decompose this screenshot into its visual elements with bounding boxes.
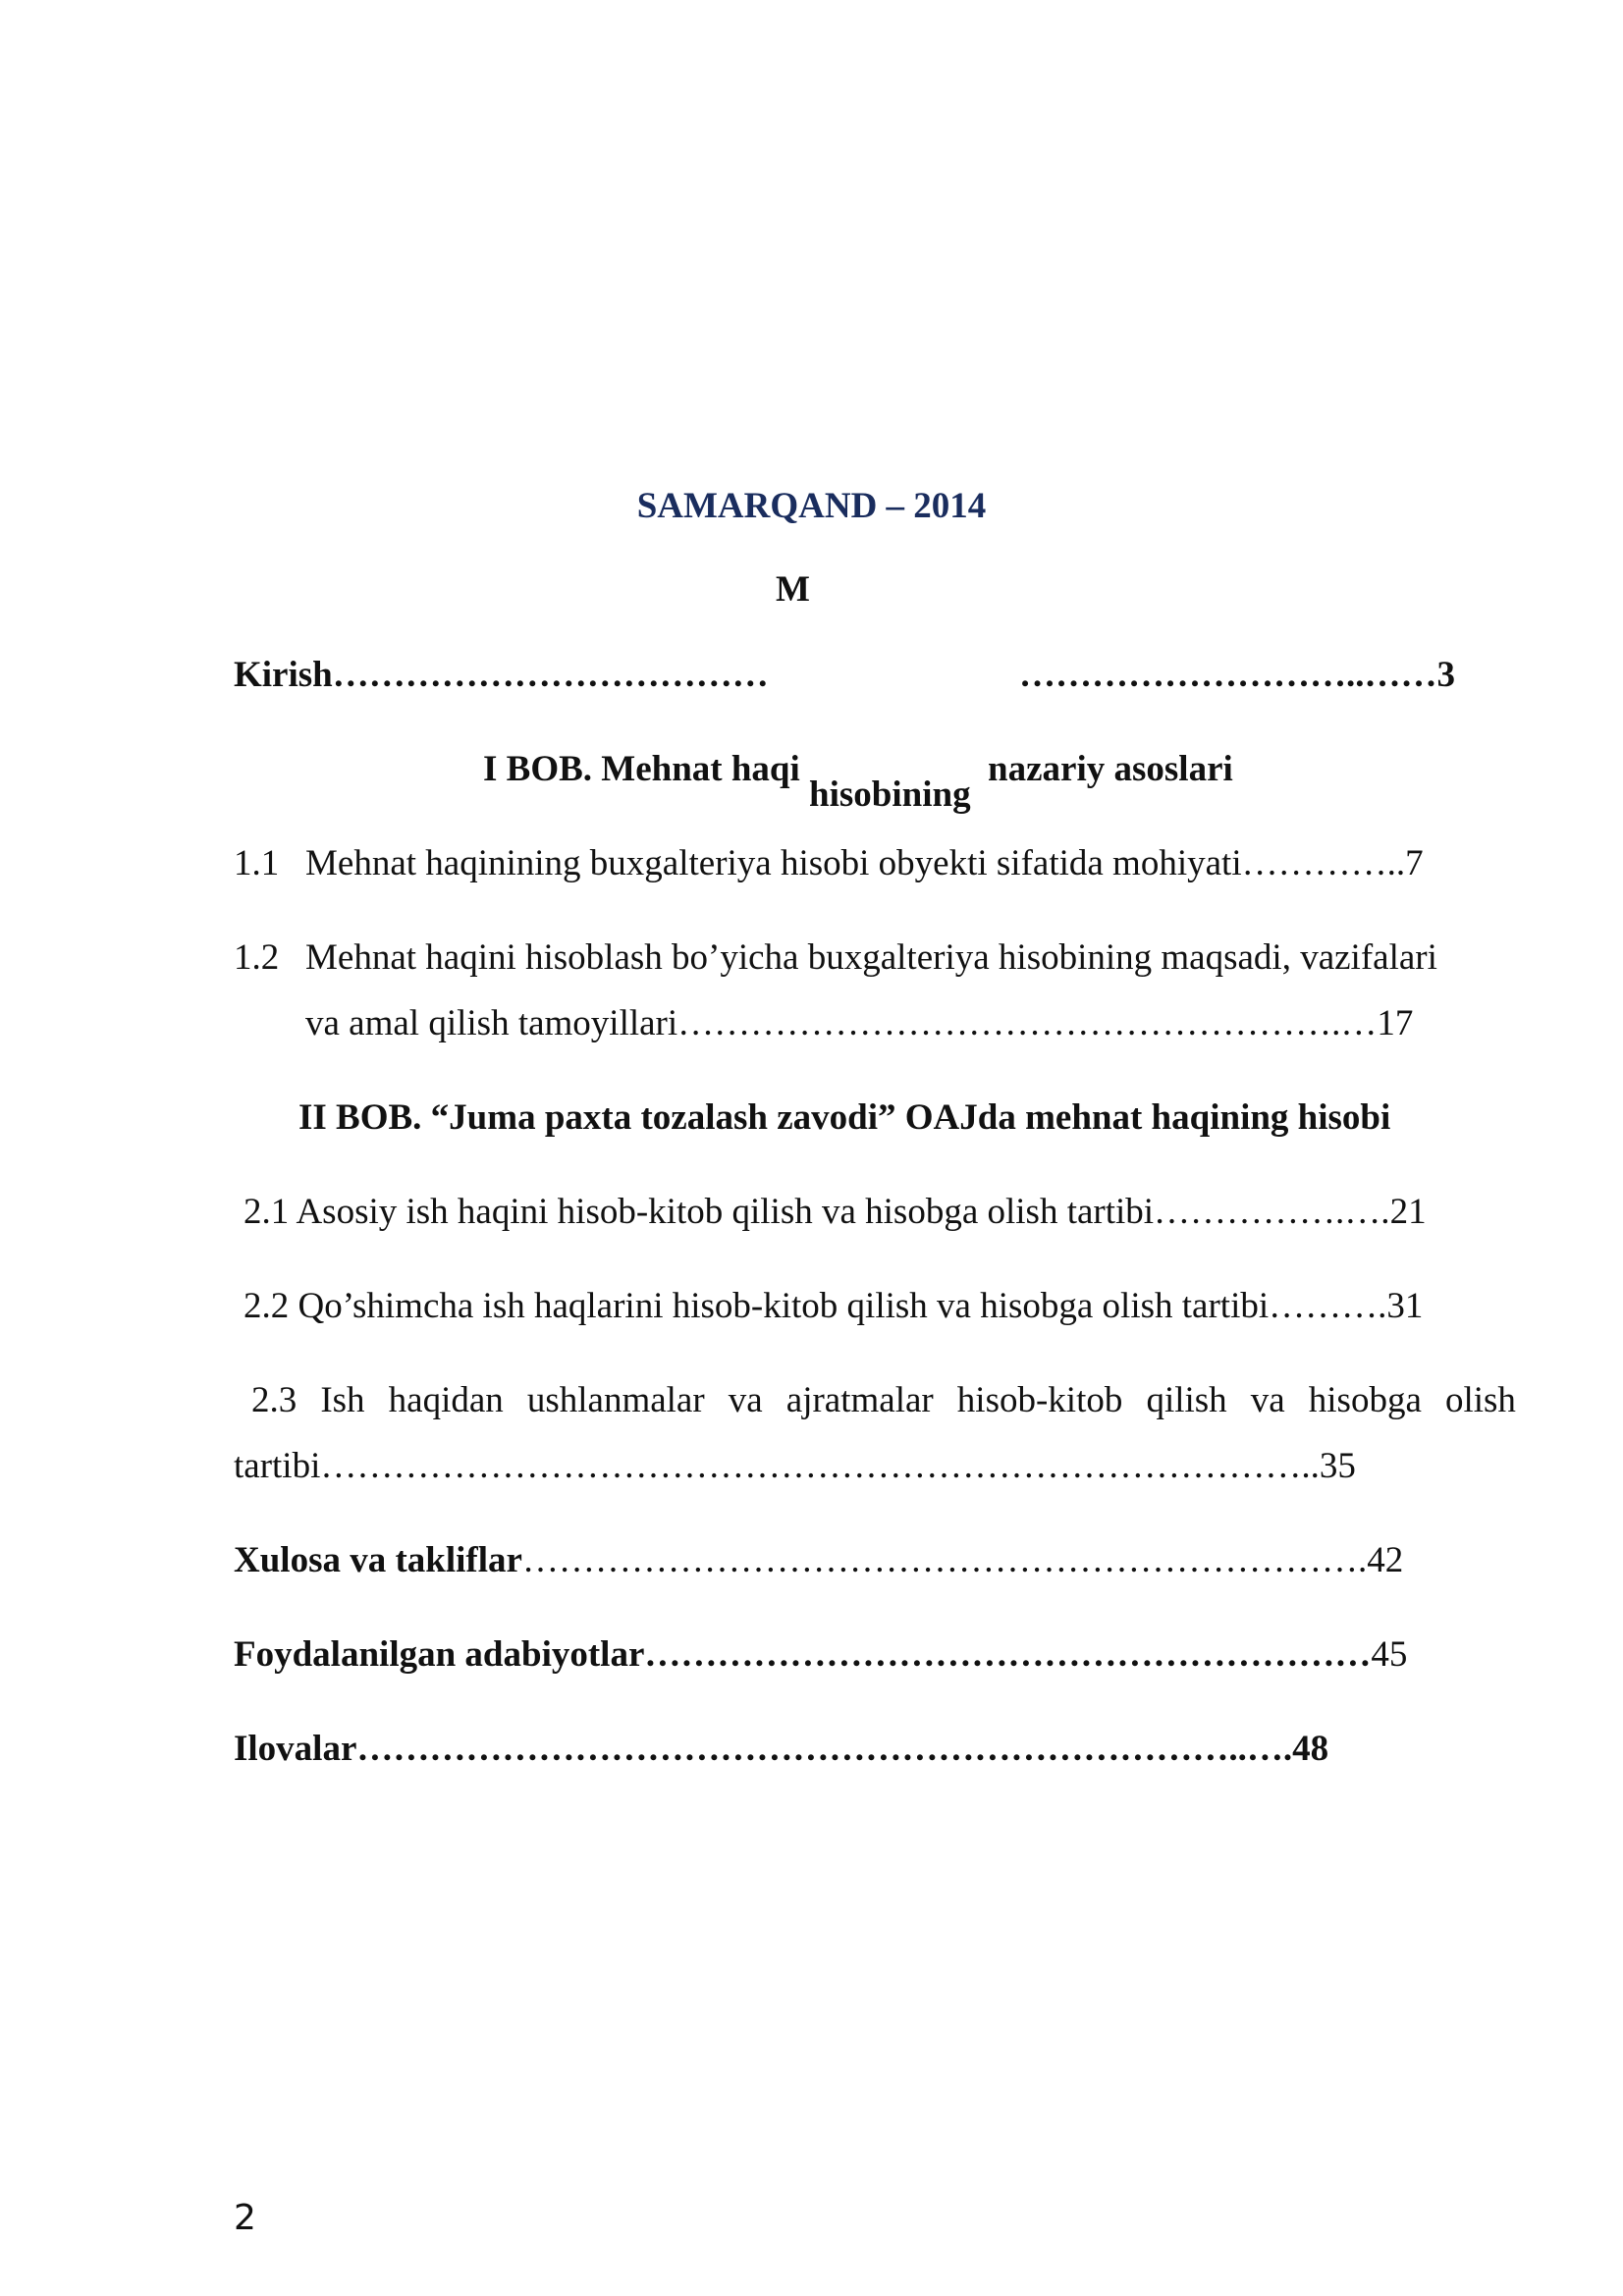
- toc-item-2-3-line2: [234, 1443, 1356, 1490]
- toc-item-2-3-word: ajratmalar: [785, 1380, 934, 1420]
- toc-item-2-2: [243, 1283, 1423, 1330]
- toc-item-1-1-number: 1.1: [234, 843, 280, 883]
- toc-kirish-left-dots: ………………………………: [332, 655, 769, 695]
- toc-xulosa-dots: …………………………………………………………….: [521, 1540, 1368, 1580]
- toc-item-2-3-word: hisob-kitob: [956, 1380, 1123, 1420]
- toc-adabiyotlar-label: Foydalanilgan adabiyotlar: [234, 1634, 645, 1675]
- toc-item-1-2-number: 1.2: [234, 937, 280, 978]
- toc-item-2-3-page: 35: [1319, 1446, 1356, 1486]
- toc-ilovalar-label: Ilovalar: [234, 1729, 357, 1769]
- toc-item-1-2-line2-text: va amal qilish tamoyillari……………………………………………….…: [305, 1003, 1378, 1043]
- toc-item-2-1-text: 2.1 Asosiy ish haqini hisob-kitob qilish va hisobga olish tartibi…………….….: [243, 1192, 1390, 1232]
- toc-item-2-3-word: va: [1250, 1380, 1285, 1420]
- toc-chapter-1-right: nazariy asoslari: [988, 749, 1233, 789]
- toc-ilovalar-dots: ………………………………………………………………..….: [356, 1729, 1293, 1769]
- toc-item-2-1-page: 21: [1389, 1192, 1427, 1232]
- toc-item-2-3-word: olish: [1444, 1380, 1516, 1420]
- toc-item-2-3-word: qilish: [1146, 1380, 1227, 1420]
- toc-chapter-1-left: I BOB. Mehnat haqi: [483, 749, 800, 789]
- city-year-heading: SAMARQAND – 2014: [636, 486, 987, 526]
- toc-item-2-2-text: 2.2 Qo’shimcha ish haqlarini hisob-kitob qilish va hisobga olish tartibi……….: [243, 1286, 1387, 1326]
- toc-item-2-3-word: 2.3: [251, 1380, 298, 1420]
- toc-xulosa-label: Xulosa va takliflar: [234, 1540, 522, 1580]
- toc-adabiyotlar-page: 45: [1371, 1634, 1408, 1675]
- toc-item-1-1: [305, 840, 1424, 887]
- toc-adabiyotlar: [234, 1631, 1407, 1679]
- toc-chapter-1-right-wrap: [988, 746, 1241, 793]
- toc-item-2-2-page: 31: [1386, 1286, 1424, 1326]
- toc-item-2-3-word: va: [728, 1380, 763, 1420]
- toc-kirish-right: [1019, 652, 1455, 699]
- toc-kirish-label: Kirish: [234, 655, 333, 695]
- toc-chapter-2: II BOB. “Juma paxta tozalash zavodi” OAJda mehnat haqining hisobi: [298, 1097, 1391, 1138]
- toc-item-2-3-line1: [251, 1377, 1516, 1424]
- toc-item-2-3-word: ushlanmalar: [526, 1380, 705, 1420]
- toc-xulosa: [234, 1537, 1403, 1584]
- toc-kirish-right-dots: ………………………..……: [1019, 655, 1437, 695]
- toc-chapter-1-partial: hisobining: [809, 774, 971, 815]
- toc-item-2-3-line2-text: tartibi………………………………………………………………………..: [234, 1446, 1320, 1486]
- toc-item-2-3-word: Ish: [320, 1380, 365, 1420]
- toc-chapter-1-partial-wrap: [809, 746, 996, 815]
- toc-item-1-2-line2: [305, 1000, 1413, 1047]
- toc-chapter-1: [483, 746, 1241, 815]
- toc-ilovalar-page: 48: [1292, 1729, 1329, 1769]
- toc-xulosa-page: 42: [1367, 1540, 1404, 1580]
- toc-adabiyotlar-dots: ……………………………………………………: [644, 1634, 1372, 1675]
- toc-kirish-page: 3: [1436, 655, 1455, 695]
- toc-ilovalar: [234, 1726, 1328, 1773]
- toc-kirish-left: [234, 652, 819, 701]
- toc-item-2-1: [243, 1189, 1427, 1236]
- toc-item-1-2-page: 17: [1377, 1003, 1414, 1043]
- toc-item-2-3-word: haqidan: [388, 1380, 504, 1420]
- toc-item-1-2-line1: Mehnat haqini hisoblash bo’yicha buxgalteriya hisobining maqsadi, vazifalari: [305, 937, 1437, 978]
- toc-item-1-1-page: 7: [1405, 843, 1424, 883]
- toc-heading-fragment: M: [776, 569, 810, 610]
- toc-item-1-1-text: Mehnat haqinining buxgalteriya hisobi obyekti sifatida mohiyati…………..: [305, 843, 1406, 883]
- toc-item-2-3-word: hisobga: [1308, 1380, 1422, 1420]
- page-number: 2: [234, 2198, 256, 2238]
